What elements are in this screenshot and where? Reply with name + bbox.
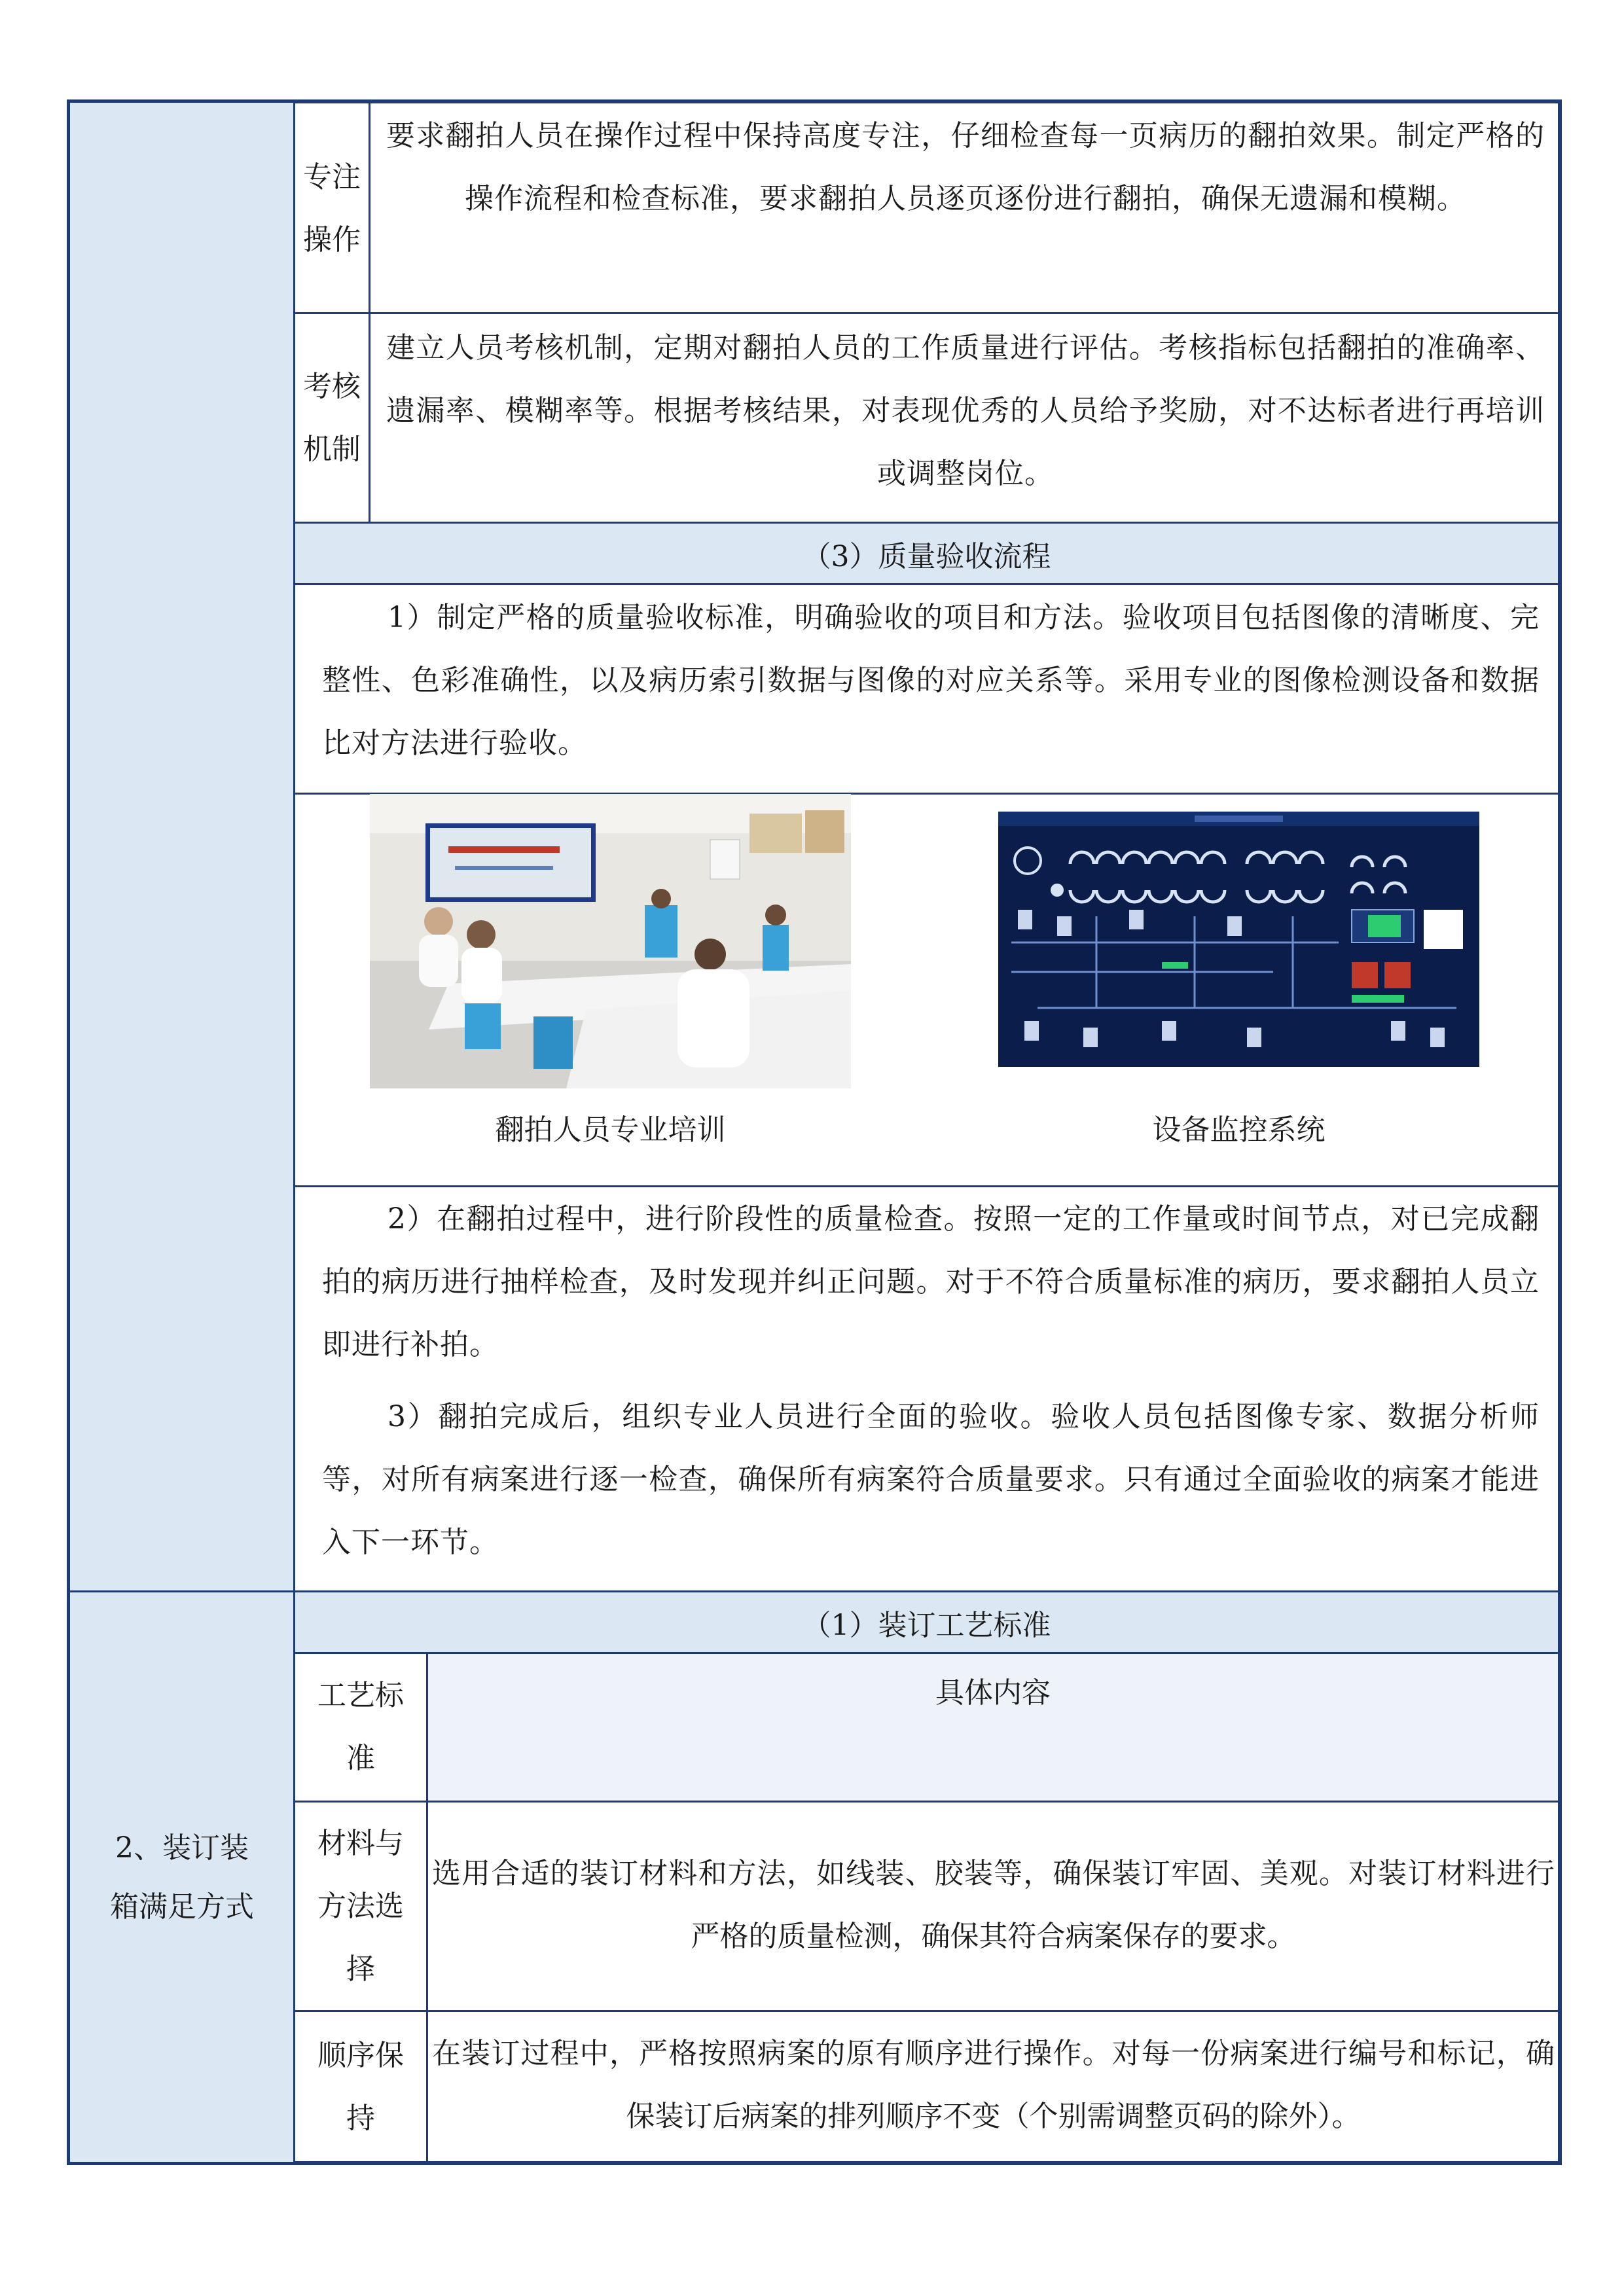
section2-label: 2、装订装 箱满足方式	[110, 1831, 254, 1924]
section3-title: （3）质量验收流程	[293, 522, 1560, 585]
caption-training: 翻拍人员专业培训	[495, 1113, 726, 1147]
para3-text: 3）翻拍完成后，组织专业人员进行全面的验收。验收人员包括图像专家、数据分析师等，对所有病案进行逐一检查，确保所有病案符合质量要求。只有通过全面验收的病案才能进入下一环节。	[322, 1400, 1540, 1559]
row-cailiao-text: 选用合适的装订材料和方法，如线装、胶装等，确保装订牢固、美观。对装订材料进行严格的质量检测，确保其符合病案保存的要求。	[432, 1857, 1555, 1953]
row-shunxu-text: 在装订过程中，严格按照病案的原有顺序进行操作。对每一份病案进行编号和标记，确保装订后病案的排列顺序不变（个别需调整页码的除外）。	[432, 2037, 1555, 2133]
monitoring-screen	[998, 812, 1479, 1067]
para2-text: 2）在翻拍过程中，进行阶段性的质量检查。按照一定的工作量或时间节点，对已完成翻拍的病历进行抽样检查，及时发现并纠正问题。对于不符合质量标准的病历，要求翻拍人员立即进行补拍。	[322, 1202, 1540, 1361]
row-kaohe-divider	[369, 312, 370, 524]
table-header-col1: 工艺标 准	[317, 1679, 404, 1775]
training-photo	[370, 794, 851, 1088]
row-kaohe-text: 建立人员考核机制，定期对翻拍人员的工作质量进行评估。考核指标包括翻拍的准确率、遗漏率、模糊率等。根据考核结果，对表现优秀的人员给予奖励，对不达标者进行再培训或调整岗位。	[386, 331, 1545, 490]
table-header-col2: 具体内容	[935, 1676, 1051, 1710]
para1-text: 1）制定严格的质量验收标准，明确验收的项目和方法。验收项目包括图像的清晰度、完整性、色彩准确性，以及病历索引数据与图像的对应关系等。采用专业的图像检测设备和数据比对方法进行验收。	[322, 601, 1540, 760]
row-zhuanzhu-label: 专注 操作	[303, 160, 361, 257]
row-shunxu-label: 顺序保 持	[317, 2038, 404, 2135]
caption-monitoring: 设备监控系统	[1152, 1113, 1326, 1147]
row-cailiao-label: 材料与 方法选 择	[317, 1827, 404, 1986]
row-kaohe-label: 考核 机制	[303, 370, 361, 466]
row-zhuanzhu-text: 要求翻拍人员在操作过程中保持高度专注，仔细检查每一页病历的翻拍效果。制定严格的操作流程和检查标准，要求翻拍人员逐页逐份进行翻拍，确保无遗漏和模糊。	[386, 119, 1545, 215]
section1-title: （1）装订工艺标准	[293, 1590, 1560, 1654]
row-zhuanzhu-divider	[369, 101, 370, 314]
